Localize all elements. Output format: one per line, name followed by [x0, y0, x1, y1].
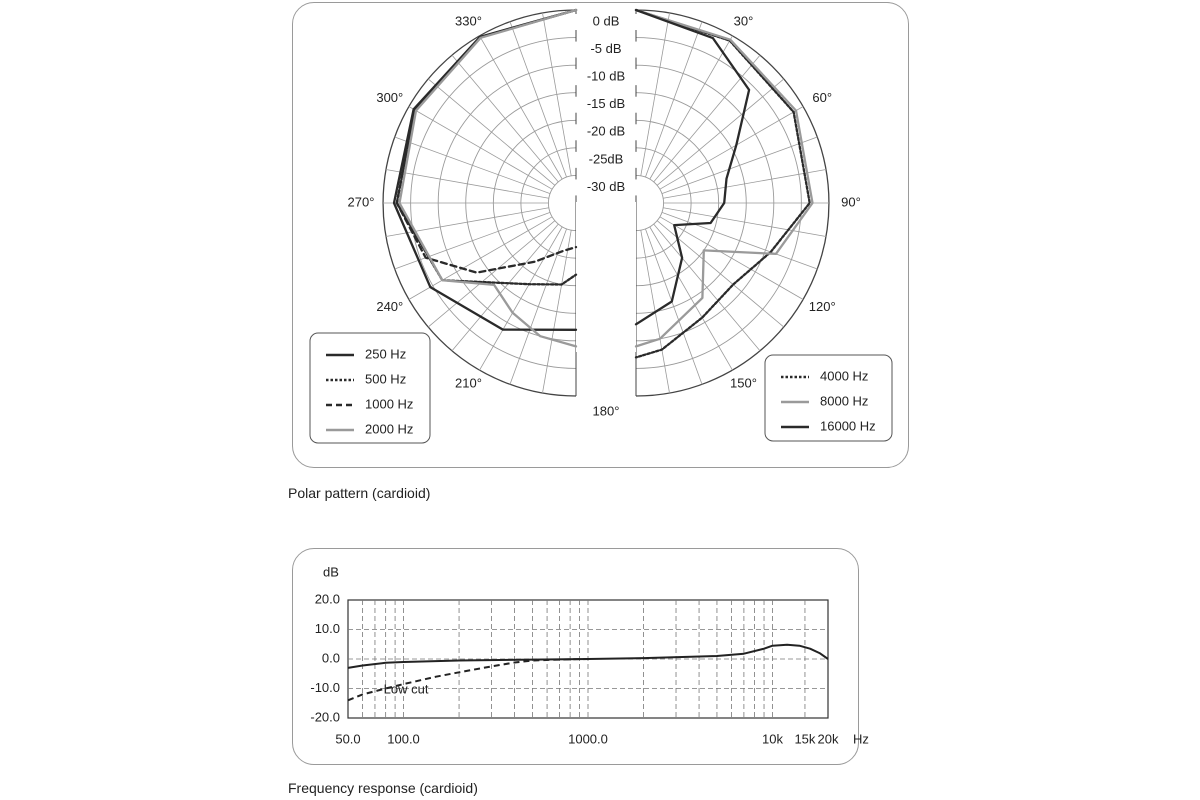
- radial-tick-label: -30 dB: [586, 178, 626, 194]
- angle-tick-label: 270°: [347, 194, 375, 210]
- x-tick-label: 15k: [794, 731, 816, 747]
- x-tick-label: 1000.0: [568, 731, 608, 747]
- legend-label: 16000 Hz: [820, 418, 876, 434]
- y-axis-label: dB: [323, 564, 339, 580]
- radial-tick-label: -25dB: [588, 151, 624, 167]
- legend-label: 250 Hz: [365, 346, 407, 362]
- radial-tick-label: -5 dB: [590, 41, 622, 57]
- y-tick-label: 0.0: [321, 650, 340, 666]
- y-tick-label: -10.0: [310, 679, 340, 695]
- legend-label: 500 Hz: [365, 371, 407, 387]
- angle-tick-label: 90°: [841, 194, 861, 210]
- radial-tick-label: 0 dB: [592, 13, 620, 29]
- low-cut-annotation: Low cut: [383, 681, 429, 697]
- legend-label: 4000 Hz: [820, 368, 869, 384]
- frequency-chart-caption: Frequency response (cardioid): [288, 780, 478, 796]
- legend-label: 1000 Hz: [365, 396, 414, 412]
- angle-tick-label: 330°: [455, 13, 482, 29]
- angle-tick-label: 210°: [455, 375, 482, 391]
- x-axis-unit-label: Hz: [853, 731, 869, 747]
- angle-tick-label: 120°: [808, 298, 836, 314]
- legend-label: 8000 Hz: [820, 393, 869, 409]
- angle-tick-label: 150°: [730, 375, 757, 391]
- x-tick-label: 10k: [761, 731, 783, 747]
- angle-tick-label: 180°: [592, 403, 620, 419]
- y-tick-label: 20.0: [314, 591, 340, 607]
- y-tick-label: -20.0: [310, 709, 340, 725]
- y-tick-label: 10.0: [314, 620, 340, 636]
- angle-tick-label: 60°: [812, 89, 833, 105]
- angle-tick-label: 240°: [376, 298, 404, 314]
- radial-tick-label: -20 dB: [586, 123, 626, 139]
- angle-tick-label: 30°: [733, 13, 754, 29]
- x-tick-label: 20k: [817, 731, 839, 747]
- angle-tick-label: 300°: [376, 89, 404, 105]
- x-tick-label: 50.0: [335, 731, 361, 747]
- radial-tick-label: -10 dB: [586, 68, 626, 84]
- x-tick-label: 100.0: [387, 731, 420, 747]
- polar-chart-caption: Polar pattern (cardioid): [288, 485, 431, 501]
- legend-label: 2000 Hz: [365, 421, 414, 437]
- radial-tick-label: -15 dB: [586, 96, 626, 112]
